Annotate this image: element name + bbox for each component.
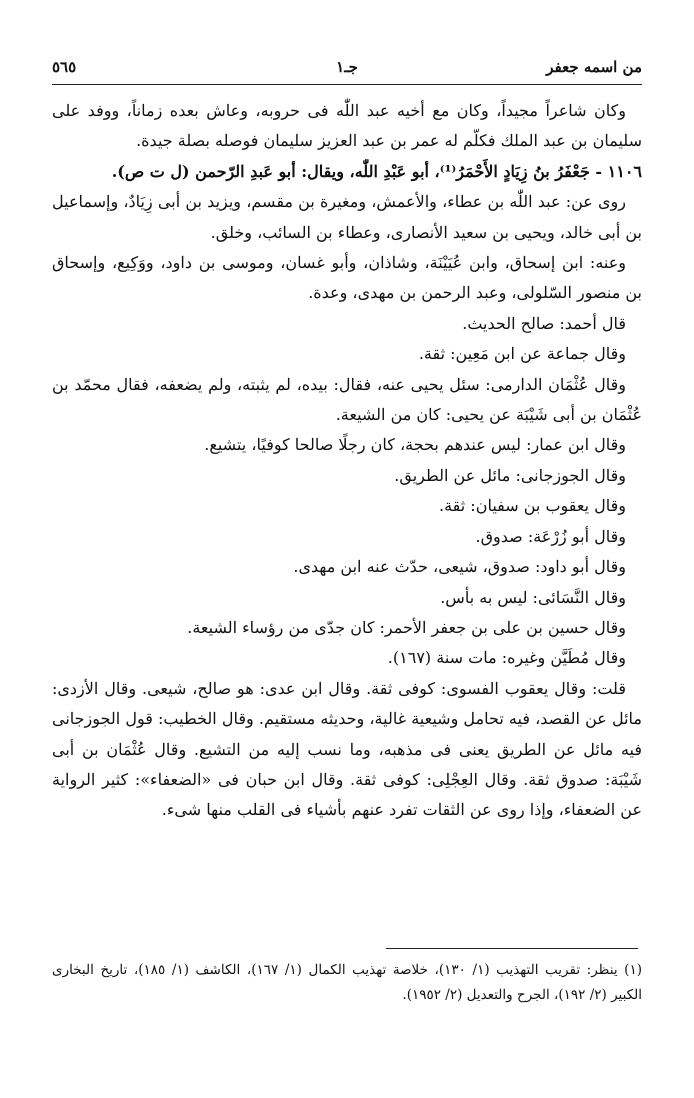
main-text [52,96,642,826]
opinion-abu-zura: وقال أبو زُرْعَة: صدوق. [475,526,626,546]
running-header [52,58,642,84]
page-number: ٥٦٥ [52,58,77,76]
paragraph-narrated-from: روى عن: عبد اللّٰه بن عطاء، والأعمش، ومغيرة بن مقسم، ويزيد بن أبى زِيَادٌ، وإسماعيل بن أبى خالد، ويحيى بن سعيد الأنصارى، وعطاء بن السائب، وخلق. [52,192,642,242]
section-title: من اسمه جعفر [546,58,642,76]
paragraph-author-note: قلت: وقال يعقوب الفسوى: كوفى ثقة. وقال ابن عدى: هو صالح، شيعى. وقال الأزدى: مائل عن القصد، فيه تحامل وشيعية غالية، وحديثه مستقيم. وقال الخطيب: قول الجوزجانى فيه مائل عن الطريق يعنى فى مذهبه، وما نسب إليه من التشيع. وقال عُثْمَان بن أبى شَيْبَة: صدوق ثقة. وقال العِجْلِى: كوفى ثقة. وقال ابن حبان فى «الضعفاء»: كثير الرواية عن الضعفاء، وإذا روى عن الثقات تفرد عنهم بأشياء فى القلب منها شىء. [52,678,642,820]
opinion-mutayyan: وقال مُطَيَّن وغيره: مات سنة (١٦٧). [387,648,626,668]
paragraph-intro: وكان شاعراً مجيداً، وكان مع أخيه عبد اللّٰه فى حروبه، وعاش بعده زماناً، ووفد على سليمان بن عبد الملك فكلّم له عمر بن عبد العزيز سليمان فوصله بصلة جيدة. [52,101,642,151]
opinion-darimi: وقال عُثْمَان الدارمى: سئل يحيى عنه، فقال: بيده، لم يثبته، ولم يضعفه، فقال محمّد بن عُثْمَان بن أبى شَيْبَة عن يحيى: كان من الشيعة. [52,374,642,425]
volume-label: جـ١ [336,58,358,76]
opinion-ahmad: قال أحمد: صالح الحديث. [462,313,626,333]
paragraph-narrators: وعنه: ابن إسحاق، وابن عُيَيْنَة، وشاذان، وأبو غسان، وموسى بن داود، ووَكِيع، وإسحاق بن منصور السّلولى، وعبد الرحمن بن مهدى، وعدة. [52,253,642,303]
opinion-jawzajani: وقال الجوزجانى: مائل عن الطريق. [394,465,626,485]
footnotes [52,958,642,1008]
opinion-ibn-ammar: وقال ابن عمار: ليس عندهم بحجة، كان رجلًا صالحا كوفيًا، يتشيع. [204,435,626,455]
opinion-yaqub: وقال يعقوب بن سفيان: ثقة. [439,496,626,516]
opinion-husayn: وقال حسين بن على بن جعفر الأحمر: كان جدّى من رؤساء الشيعة. [187,617,626,637]
opinion-nasai: وقال النَّسَائى: ليس به بأس. [440,587,626,607]
header-divider [52,84,642,85]
footnote-divider [386,948,638,949]
opinion-ibn-main: وقال جماعة عن ابن مَعِين: ثقة. [418,344,626,364]
footnote-1: (١) ينظر: تقريب التهذيب (١/ ١٣٠)، خلاصة تهذيب الكمال (١/ ١٦٧)، الكاشف (١/ ١٨٥)، تاريخ البخارى الكبير (٢/ ١٩٢)، الجرح والتعديل (٢/ ١٩٥٢). [52,962,642,1003]
opinion-abu-dawud: وقال أبو داود: صدوق، شيعى، حدّث عنه ابن مهدى. [293,557,626,577]
entry-heading: ١١٠٦ - جَعْفَرُ بنُ زِيَادٍ الأَحْمَرُ⁽¹⁾، أبو عَبْدِ اللّٰه، ويقال: أبو عَبدِ الرّحمن (ل ت ص). [111,161,642,181]
